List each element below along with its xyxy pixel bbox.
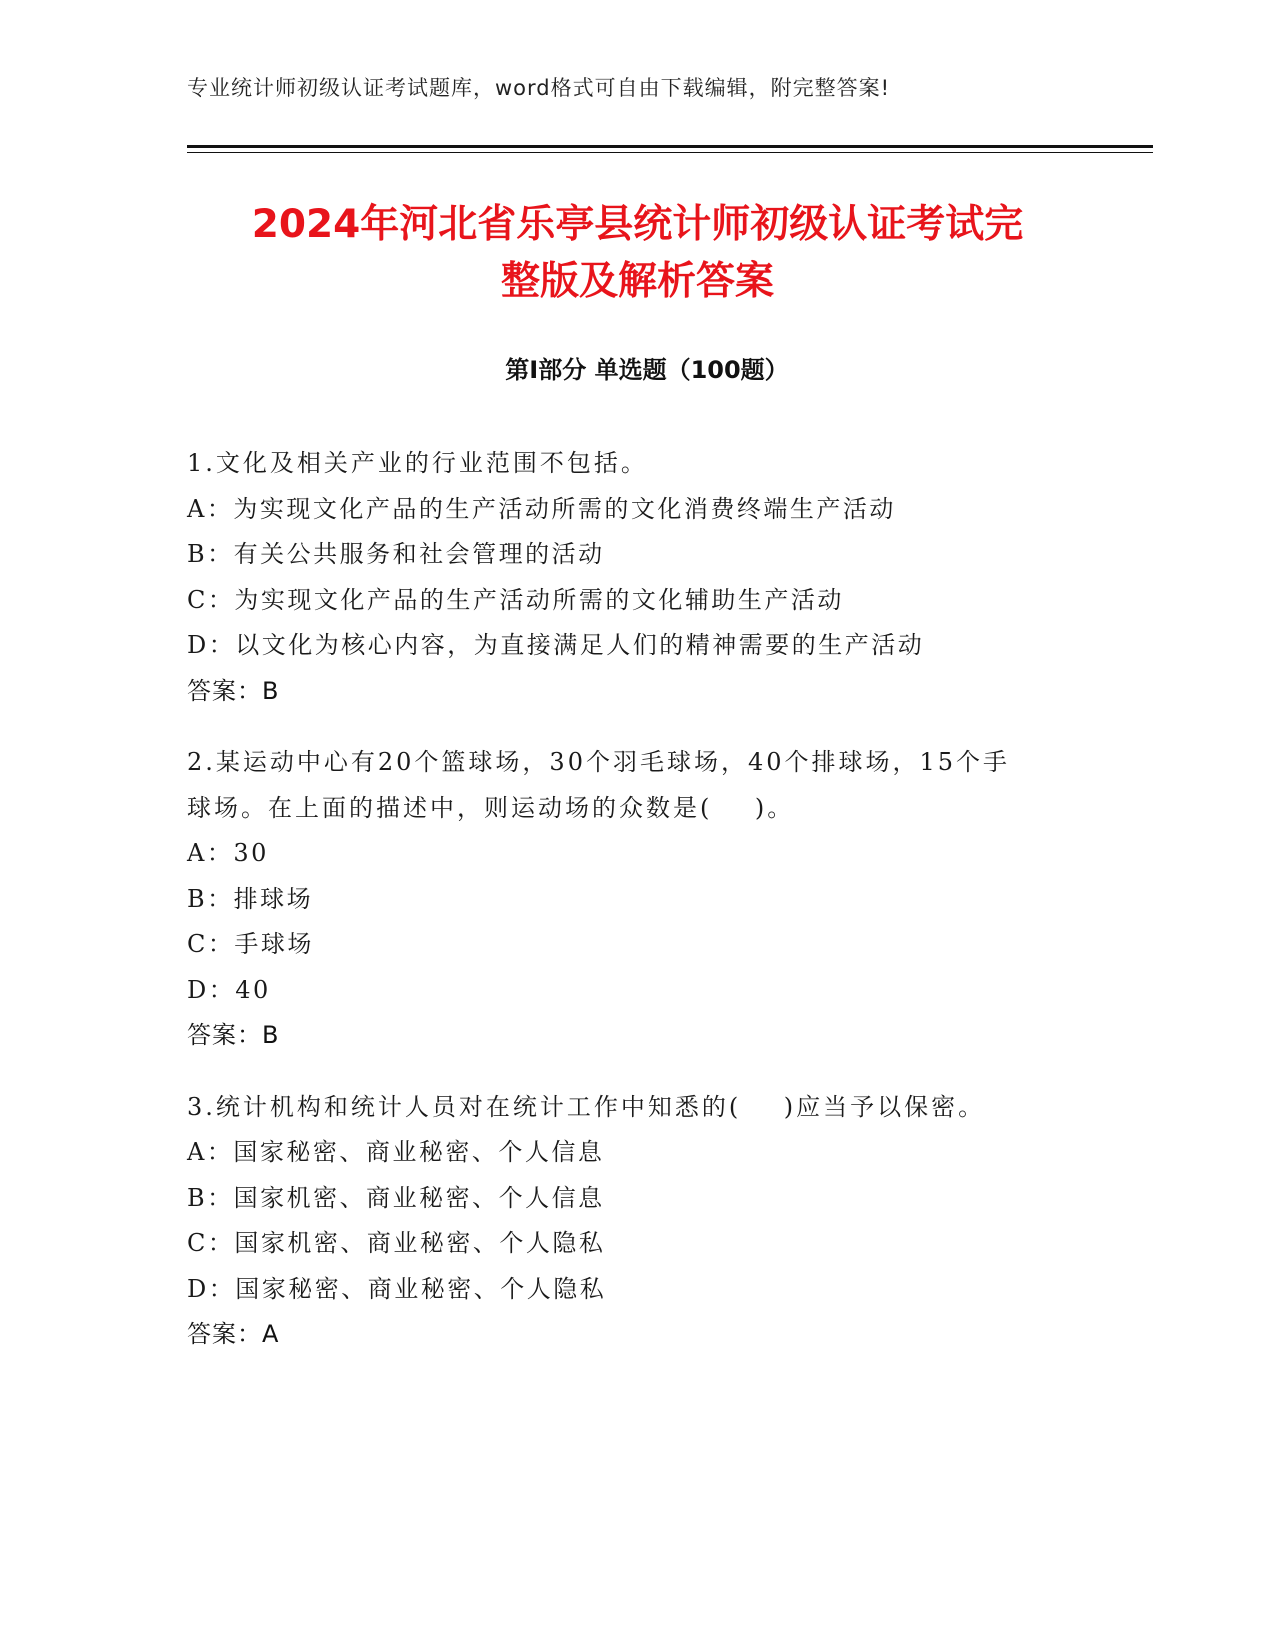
page-header-text: 专业统计师初级认证考试题库，word格式可自由下载编辑，附完整答案! <box>187 76 891 100</box>
question-1 <box>187 441 1087 714</box>
document-title-line-1: 2024年河北省乐亭县统计师初级认证考试完 <box>251 202 1024 247</box>
option-b: B：有关公共服务和社会管理的活动 <box>187 540 605 568</box>
option-a: A：30 <box>187 839 269 867</box>
document-title <box>120 196 1155 310</box>
document-title-line-2: 整版及解析答案 <box>500 259 774 304</box>
option-c: C：为实现文化产品的生产活动所需的文化辅助生产活动 <box>187 585 844 614</box>
option-b: B：国家机密、商业秘密、个人信息 <box>187 1183 605 1212</box>
question-stem: 3.统计机构和统计人员对在统计工作中知悉的( )应当予以保密。 <box>187 1092 986 1121</box>
option-d: D：40 <box>187 975 271 1004</box>
question-list <box>187 441 1087 1384</box>
option-a: A：为实现文化产品的生产活动所需的文化消费终端生产活动 <box>187 494 896 523</box>
answer-line: 答案：A <box>187 1320 280 1348</box>
option-c: C：手球场 <box>187 930 314 958</box>
question-stem: 2.某运动中心有20个篮球场，30个羽毛球场，40个排球场，15个手 <box>187 748 1011 776</box>
header-rule-thin <box>187 152 1153 153</box>
option-d: D：国家秘密、商业秘密、个人隐私 <box>187 1274 607 1303</box>
option-d: D：以文化为核心内容，为直接满足人们的精神需要的生产活动 <box>187 631 925 659</box>
question-stem-continued: 球场。在上面的描述中，则运动场的众数是( )。 <box>187 793 795 822</box>
option-b: B：排球场 <box>187 884 314 913</box>
answer-line: 答案：B <box>187 1021 280 1049</box>
question-3 <box>187 1085 1087 1358</box>
header-rule-thick <box>187 145 1153 148</box>
question-2 <box>187 740 1087 1059</box>
answer-line: 答案：B <box>187 676 280 705</box>
question-stem: 1.文化及相关产业的行业范围不包括。 <box>187 449 648 477</box>
option-a: A：国家秘密、商业秘密、个人信息 <box>187 1138 605 1166</box>
section-title: 第Ⅰ部分 单选题（100题） <box>505 356 789 384</box>
option-c: C：国家机密、商业秘密、个人隐私 <box>187 1229 606 1257</box>
